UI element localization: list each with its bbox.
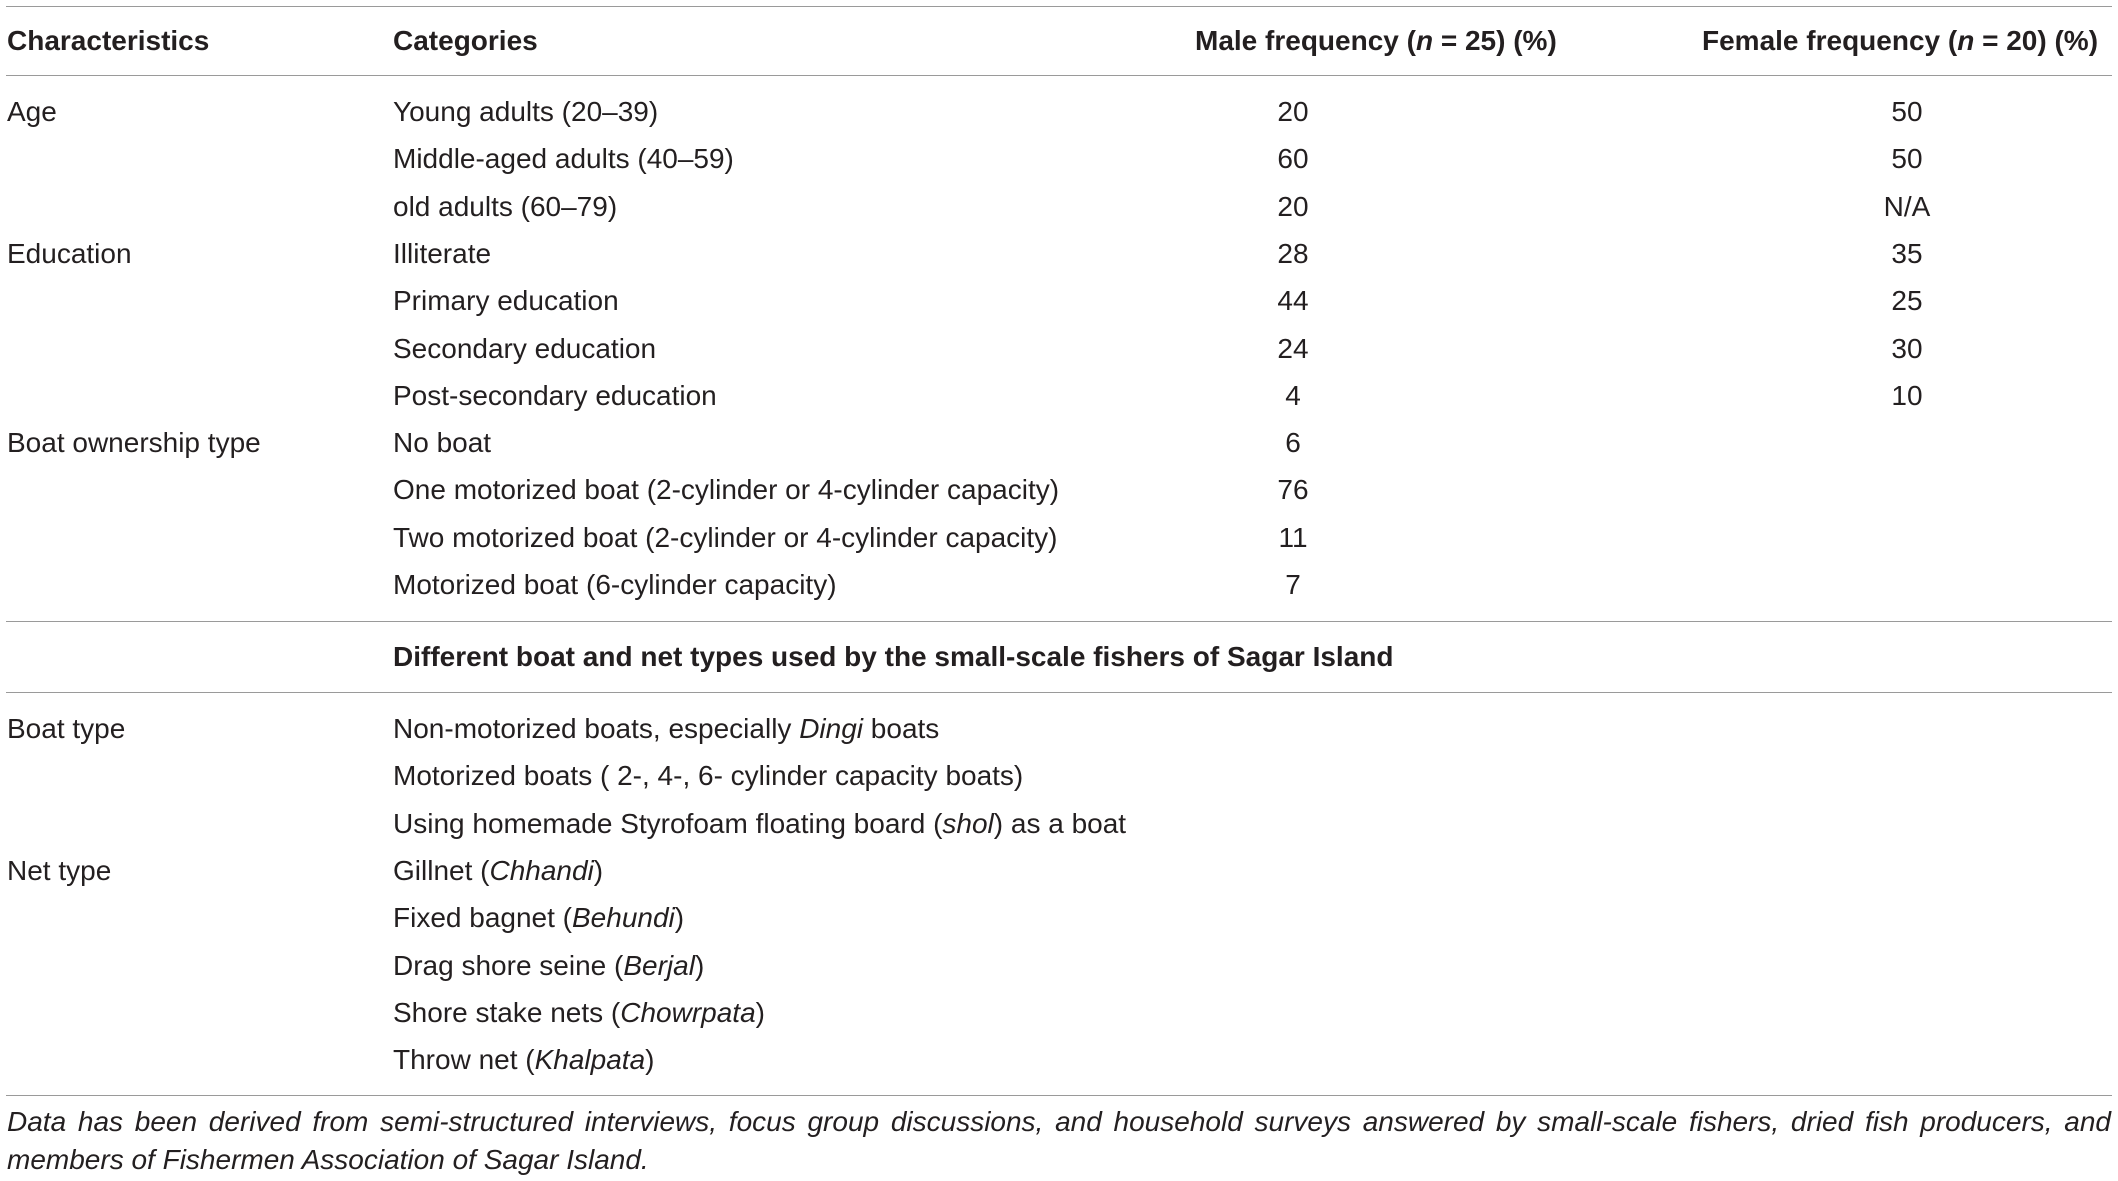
table-row: [0, 894, 2118, 941]
cell-male-frequency: 6: [1285, 427, 1301, 459]
table-row: [0, 847, 2118, 894]
category-text-suffix: ) as a boat: [993, 807, 1127, 839]
cell-category: Young adults (20–39): [393, 96, 659, 127]
cell-category: Post-secondary education: [393, 379, 717, 411]
category-local-name: Chowrpata: [620, 996, 756, 1028]
cell-category: One motorized boat (2-cylinder or 4-cylinder capacity): [393, 474, 1060, 506]
table-top-rule: [6, 6, 2112, 7]
table-header-row: [0, 17, 2118, 64]
category-local-name: Dingi: [799, 713, 864, 744]
cell-characteristic: Boat type: [7, 713, 126, 744]
cell-male-frequency: 28: [1277, 237, 1309, 269]
table-row: [0, 135, 2118, 182]
footnote-line-1: Data has been derived from semi-structured interviews, focus group discussions, and household surveys answered by small-scale fishers, dried fish producers, and: [7, 1106, 2111, 1137]
cell-male-frequency: 60: [1277, 143, 1309, 175]
table-row: [0, 514, 2118, 561]
table-row: [0, 466, 2118, 513]
header-female-frequency: Female frequency (n = 20) (%): [1702, 25, 2099, 56]
category-text-suffix: ): [755, 996, 765, 1028]
category-local-name: Behundi: [572, 902, 675, 934]
cell-category: [393, 989, 765, 1036]
table-row: [0, 942, 2118, 989]
cell-characteristic: Boat ownership type: [7, 427, 261, 459]
cell-category: old adults (60–79): [393, 190, 618, 222]
category-local-name: Khalpata: [534, 1044, 646, 1076]
cell-female-frequency: N/A: [1883, 190, 1931, 222]
category-text: Non-motorized boats, especially: [393, 713, 800, 744]
header-characteristics: Characteristics: [7, 25, 210, 56]
category-text: Using homemade Styrofoam floating board (: [393, 807, 943, 839]
cell-female-frequency: 50: [1891, 143, 1923, 175]
category-text: Fixed bagnet (: [393, 902, 572, 934]
header-bottom-rule: [6, 75, 2112, 76]
cell-female-frequency: 25: [1891, 285, 1923, 317]
cell-category: [393, 800, 1126, 847]
cell-category: [393, 705, 939, 752]
cell-male-frequency: 20: [1277, 96, 1309, 127]
cell-category: [393, 1036, 654, 1083]
table-row: [0, 989, 2118, 1036]
table-row: [0, 752, 2118, 799]
table-row: [0, 277, 2118, 324]
cell-category: Middle-aged adults (40–59): [393, 143, 734, 175]
category-text: Throw net (: [393, 1044, 535, 1076]
cell-category: [393, 942, 704, 989]
header-categories: Categories: [393, 25, 538, 56]
table-row: [0, 561, 2118, 608]
cell-male-frequency: 4: [1285, 379, 1301, 411]
category-text: Gillnet (: [393, 854, 490, 886]
category-local-name: shol: [942, 807, 994, 839]
category-text-suffix: ): [645, 1044, 655, 1076]
section-divider-rule: [6, 621, 2112, 622]
cell-characteristic: Age: [7, 96, 57, 127]
category-text: Motorized boats ( 2-, 4-, 6- cylinder capacity boats): [393, 760, 1024, 792]
category-local-name: Berjal: [623, 949, 695, 981]
cell-category: Two motorized boat (2-cylinder or 4-cylinder capacity): [393, 521, 1058, 553]
table-row: [0, 372, 2118, 419]
cell-category: Secondary education: [393, 332, 657, 364]
table-row: [0, 1036, 2118, 1083]
table-row: [0, 705, 2118, 752]
cell-category: Illiterate: [393, 237, 492, 269]
cell-female-frequency: 30: [1891, 332, 1923, 364]
category-text: Drag shore seine (: [393, 949, 624, 981]
footnote-line-2: members of Fishermen Association of Sagar Island.: [7, 1144, 649, 1175]
cell-female-frequency: 10: [1891, 379, 1923, 411]
cell-male-frequency: 11: [1278, 521, 1308, 553]
category-text-suffix: ): [694, 949, 705, 981]
section2-title-rule: [6, 692, 2112, 693]
header-male-frequency: Male frequency (n = 25) (%): [1195, 25, 1557, 56]
table-bottom-rule: [6, 1095, 2112, 1096]
cell-male-frequency: 24: [1277, 332, 1309, 364]
cell-category: [393, 894, 684, 941]
cell-male-frequency: 20: [1277, 190, 1309, 222]
cell-category: Motorized boat (6-cylinder capacity): [393, 569, 837, 600]
cell-category: Primary education: [393, 285, 619, 317]
table-row: [0, 800, 2118, 847]
cell-characteristic: Education: [7, 237, 132, 269]
cell-category: [393, 752, 1023, 799]
cell-category: No boat: [393, 427, 492, 459]
table-row: [0, 88, 2118, 135]
category-text-suffix: ): [674, 902, 685, 934]
category-text-suffix: boats: [863, 713, 940, 744]
table-row: [0, 325, 2118, 372]
category-text-suffix: ): [593, 854, 604, 886]
table-footnote: [7, 1103, 2111, 1179]
cell-male-frequency: 7: [1285, 569, 1301, 600]
table-row: [0, 183, 2118, 230]
category-local-name: Chhandi: [489, 854, 594, 886]
cell-male-frequency: 76: [1277, 474, 1309, 506]
cell-characteristic: Net type: [7, 854, 112, 886]
table-row: [0, 419, 2118, 466]
cell-male-frequency: 44: [1277, 285, 1309, 317]
table-row: [0, 230, 2118, 277]
section2-title: Different boat and net types used by the small-scale fishers of Sagar Island: [393, 641, 1394, 672]
category-text: Shore stake nets (: [393, 996, 621, 1028]
cell-female-frequency: 50: [1891, 96, 1923, 127]
cell-category: [393, 847, 603, 894]
cell-female-frequency: 35: [1891, 237, 1923, 269]
